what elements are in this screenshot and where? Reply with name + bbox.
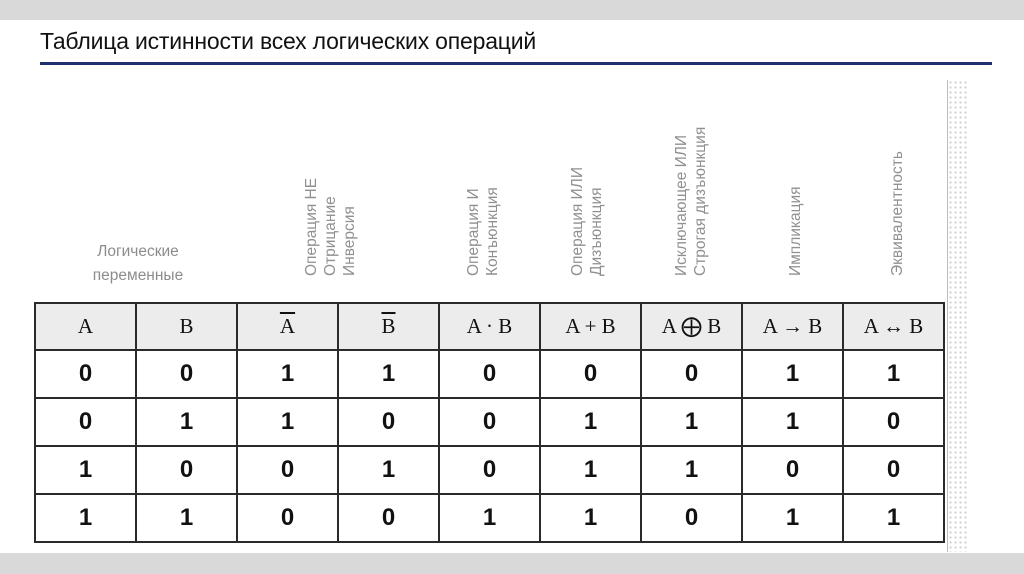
table-cell: 1 <box>237 398 338 446</box>
caption-equivalence-line-1: Эквивалентность <box>889 151 906 276</box>
header-cell-not-b: $\overline{B}$ <box>381 314 396 338</box>
table-cell: 0 <box>742 446 843 494</box>
table-cell: 0 <box>439 398 540 446</box>
table-cell: 1 <box>742 350 843 398</box>
table-cell: 0 <box>338 494 439 542</box>
table-cell: 0 <box>843 446 944 494</box>
table-cell: 0 <box>338 398 439 446</box>
table-cell: 1 <box>742 398 843 446</box>
header-cell-not-a: $\overline{A}$ <box>279 314 296 338</box>
caption-not-line-2: Отрицание <box>322 196 339 276</box>
table-cell: 1 <box>540 494 641 542</box>
table-row <box>35 398 944 446</box>
truth-table <box>34 302 945 543</box>
table-cell: 1 <box>742 494 843 542</box>
table-cell: 1 <box>35 494 136 542</box>
caption-and <box>464 187 502 276</box>
table-cell: 0 <box>641 350 742 398</box>
caption-and-line-2: Конъюнкция <box>484 187 501 276</box>
header-cell: A · B <box>439 303 540 350</box>
caption-and-line-1: Операция И <box>465 188 482 276</box>
table-cell: 1 <box>35 446 136 494</box>
table-cell: 1 <box>136 494 237 542</box>
caption-xor <box>672 127 710 276</box>
table-cell: 0 <box>237 494 338 542</box>
caption-implication <box>786 186 805 276</box>
table-cell: 1 <box>338 446 439 494</box>
caption-or-line-2: Дизъюнкция <box>588 187 605 276</box>
table-row <box>35 350 944 398</box>
table-cell: 1 <box>136 398 237 446</box>
table-cell: 0 <box>439 446 540 494</box>
table-cell: 1 <box>843 350 944 398</box>
header-cell: A → B <box>742 303 843 350</box>
top-frame-bar <box>0 0 1024 20</box>
table-cell: 1 <box>237 350 338 398</box>
caption-or <box>568 167 606 276</box>
caption-implication-line-1: Импликация <box>787 186 804 276</box>
caption-equivalence <box>888 151 907 276</box>
header-cell: B <box>136 303 237 350</box>
table-cell: 1 <box>540 446 641 494</box>
table-cell: 0 <box>641 494 742 542</box>
table-header-row <box>35 303 944 350</box>
right-dotted-pattern <box>948 80 968 552</box>
table-cell: 0 <box>35 350 136 398</box>
header-cell: A + B <box>540 303 641 350</box>
header-cell <box>338 303 439 350</box>
table-row <box>35 494 944 542</box>
slide-title: Таблица истинности всех логических операций <box>40 28 537 54</box>
table-cell: 0 <box>136 446 237 494</box>
table-cell: 1 <box>540 398 641 446</box>
table-cell: 1 <box>338 350 439 398</box>
caption-not-line-1: Операция НЕ <box>303 177 320 276</box>
header-cell: A ⨁ B <box>641 303 742 350</box>
title-underline <box>40 62 992 65</box>
header-cell <box>237 303 338 350</box>
table-cell: 0 <box>843 398 944 446</box>
bottom-frame-bar <box>0 553 1024 574</box>
caption-xor-line-1: Исключающее ИЛИ <box>673 134 690 276</box>
table-cell: 0 <box>237 446 338 494</box>
table-cell: 1 <box>843 494 944 542</box>
table-row <box>35 446 944 494</box>
header-cell: A ↔ B <box>843 303 944 350</box>
table-cell: 0 <box>136 350 237 398</box>
header-cell: A <box>35 303 136 350</box>
caption-or-line-1: Операция ИЛИ <box>569 167 586 276</box>
variables-label: Логические переменные <box>92 243 184 284</box>
table-cell: 0 <box>540 350 641 398</box>
caption-not-line-3: Инверсия <box>341 206 358 276</box>
table-cell: 1 <box>641 446 742 494</box>
caption-not <box>302 178 359 276</box>
table-cell: 0 <box>35 398 136 446</box>
table-cell: 1 <box>641 398 742 446</box>
caption-xor-line-2: Строгая дизъюнкция <box>692 126 709 276</box>
table-cell: 0 <box>439 350 540 398</box>
table-cell: 1 <box>439 494 540 542</box>
